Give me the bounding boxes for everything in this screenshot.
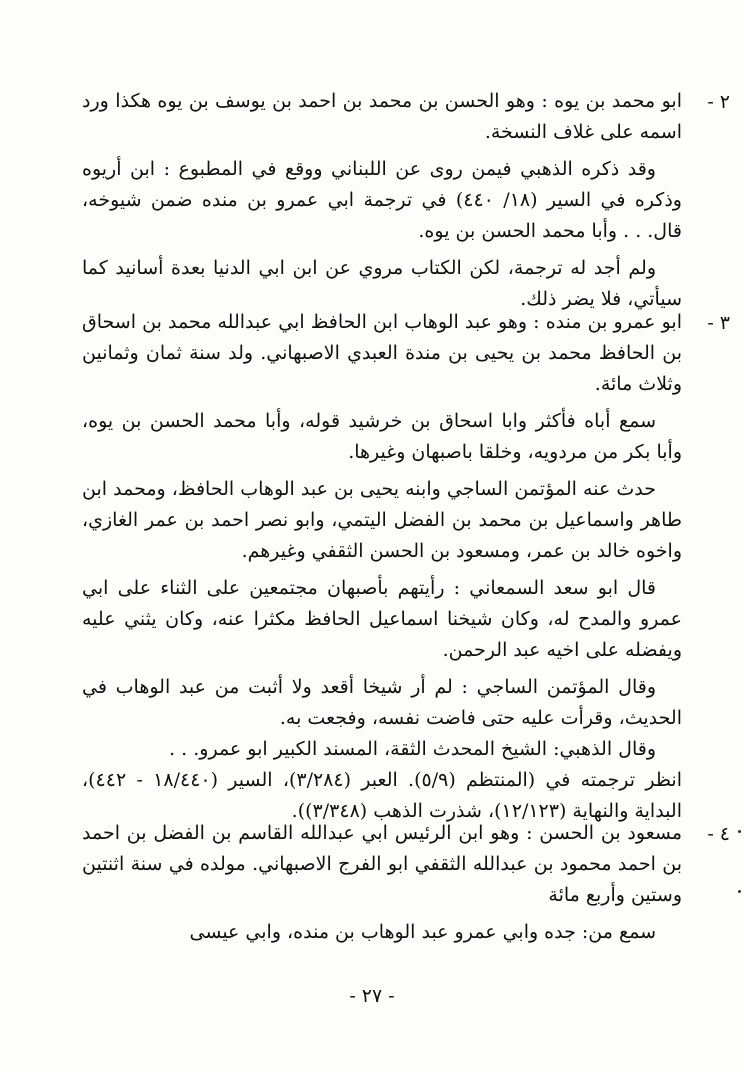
entry-paragraph: سمع من: جده وابي عمرو عبد الوهاب بن منده، وابي عيسى: [189, 921, 656, 943]
scan-speck: [738, 890, 741, 893]
entry-references: انظر ترجمته في (المنتظم (٥/٩). العبر (٣/٢٨٤)، السير (١٨/٤٤٠ - ٤٤٢)، البداية والنهاية (١٢/١٢٣)، شذرت الذهب (٣/٣٤٨)).: [82, 769, 682, 822]
entry-paragraph: ابو عمرو بن منده : وهو عبد الوهاب ابن الحافظ ابي عبدالله محمد بن اسحاق بن الحافظ محمد بن يحيى بن مندة العبدي الاصبهاني. ولد سنة ثمان وثمانين وثلاث مائة.: [82, 311, 682, 395]
entry-paragraph: ولم أجد له ترجمة، لكن الكتاب مروي عن ابن ابي الدنيا بعدة أسانيد كما سيأتي، فلا يضر ذلك.: [82, 257, 682, 310]
entry-paragraph: حدث عنه المؤتمن الساجي وابنه يحيى بن عبد الوهاب الحافظ، ومحمد ابن طاهر واسماعيل بن محمد بن الفضل اليتمي، وابو نصر احمد بن عمر الغازي، واخوه خالد بن عمر، ومسعود بن الحسن الثقفي وغيرهم.: [82, 478, 682, 562]
entry-3: [82, 307, 730, 827]
entry-paragraph: وقال الذهبي: الشيخ المحدث الثقة، المسند الكبير ابو عمرو. . .: [169, 738, 656, 760]
entry-number: ٤ -: [707, 823, 730, 845]
entry-paragraph: وقال المؤتمن الساجي : لم أر شيخا أقعد ولا أثبت من عبد الوهاب في الحديث، وقرأت عليه حتى فاضت نفسه، وفجعت به.: [82, 676, 682, 729]
page-number: - ٢٧ -: [349, 985, 395, 1007]
entry-paragraph: سمع أباه فأكثر وابا اسحاق بن خرشيد قوله، وأبا محمد الحسن بن يوه، وأبا بكر من مردويه، وخلقا باصبهان وغيرها.: [82, 410, 682, 463]
entry-paragraph: قال ابو سعد السمعاني : رأيتهم بأصبهان مجتمعين على الثناء على ابي عمرو والمدح له، وكان شيخنا اسماعيل الحافظ مكثرا عنه، وكان يثني عليه ويفضله على اخيه عبد الرحمن.: [82, 577, 682, 661]
entry-paragraph: مسعود بن الحسن : وهو ابن الرئيس ابي عبدالله القاسم بن الفضل بن احمد بن احمد محمود بن عبدالله الثقفي ابو الفرج الاصبهاني. مولده في سنة اثنتين وستين وأربع مائة: [82, 822, 682, 906]
entry-4: [82, 818, 730, 948]
entry-2: [82, 86, 730, 315]
entry-number: ٢ -: [707, 91, 730, 113]
entry-paragraph: ابو محمد بن يوه : وهو الحسن بن محمد بن احمد بن يوسف بن يوه هكذا ورد اسمه على غلاف النسخة.: [82, 90, 682, 143]
entry-number: ٣ -: [707, 312, 730, 334]
entry-paragraph: وقد ذكره الذهبي فيمن روى عن اللبناني ووقع في المطبوع : ابن أريوه وذكره في السير (١٨/ ٤٤٠) في ترجمة ابي عمرو بن منده ضمن شيوخه، قال. . . وأبا محمد الحسن بن يوه.: [82, 158, 682, 242]
scan-speck: [738, 830, 741, 833]
